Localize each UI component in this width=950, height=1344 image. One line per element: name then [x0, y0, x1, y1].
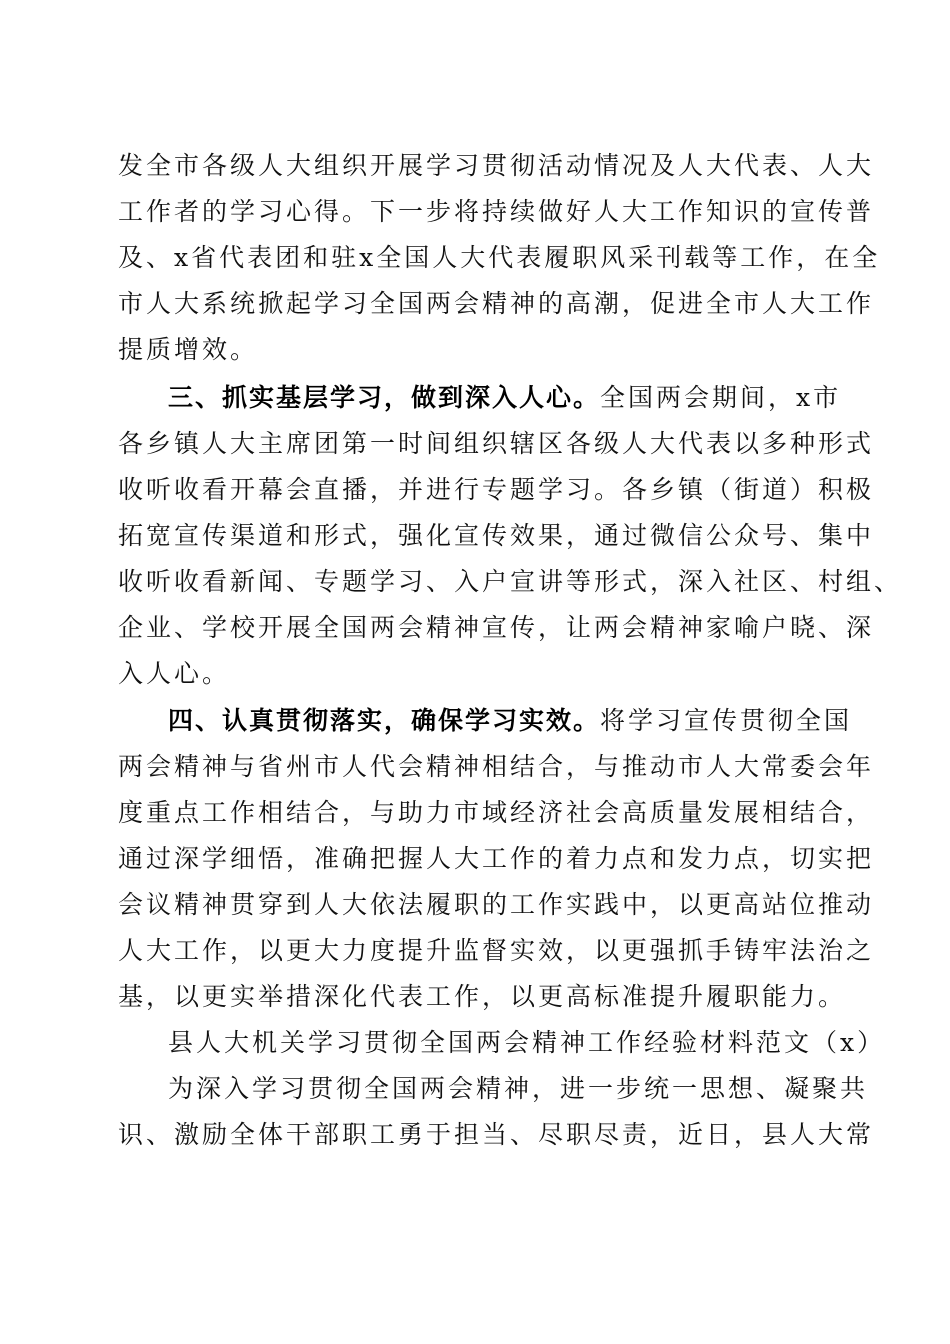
- section-3-heading: 三、抓实基层学习，做到深入人心。: [168, 383, 601, 412]
- text-line: 拓宽宣传渠道和形式，强化宣传效果，通过微信公众号、集中: [118, 521, 875, 550]
- text-line: 人大工作，以更大力度提升监督实效，以更强抓手铸牢法治之: [118, 936, 875, 965]
- next-article-title: 县人大机关学习贯彻全国两会精神工作经验材料范文（x）: [168, 1028, 886, 1057]
- text-line: 提质增效。: [118, 335, 259, 364]
- text-line: 收听收看新闻、专题学习、入户宣讲等形式，深入社区、村组、: [118, 567, 903, 596]
- text-line: 基，以更实举措深化代表工作，以更高标准提升履职能力。: [118, 982, 847, 1011]
- section-3-first-line: [168, 375, 841, 421]
- text-line: 两会精神与省州市人代会精神相结合，与推动市人大常委会年: [118, 752, 875, 781]
- section-4-heading: 四、认真贯彻落实，确保学习实效。: [168, 706, 601, 735]
- section-3-intro: 全国两会期间，x市: [600, 383, 842, 412]
- text-line: 发全市各级人大组织开展学习贯彻活动情况及人大代表、人大: [118, 151, 875, 180]
- text-line: 收听收看开幕会直播，并进行专题学习。各乡镇（街道）积极: [118, 475, 875, 504]
- text-line: 度重点工作相结合，与助力市域经济社会高质量发展相结合，: [118, 798, 875, 827]
- text-line: 识、激励全体干部职工勇于担当、尽职尽责，近日，县人大常: [118, 1120, 875, 1149]
- section-4-first-line: [168, 698, 852, 744]
- next-article-first-line: 为深入学习贯彻全国两会精神，进一步统一思想、凝聚共: [168, 1074, 869, 1103]
- text-line: 及、x省代表团和驻x全国人大代表履职风采刊载等工作，在全: [118, 243, 881, 272]
- section-4-intro: 将学习宣传贯彻全国: [600, 706, 853, 735]
- text-line: 工作者的学习心得。下一步将持续做好人大工作知识的宣传普: [118, 197, 875, 226]
- text-line: 各乡镇人大主席团第一时间组织辖区各级人大代表以多种形式: [118, 429, 875, 458]
- text-line: 通过深学细悟，准确把握人大工作的着力点和发力点，切实把: [118, 844, 875, 873]
- text-line: 会议精神贯穿到人大依法履职的工作实践中，以更高站位推动: [118, 890, 875, 919]
- text-line: 入人心。: [118, 659, 231, 688]
- text-line: 企业、学校开展全国两会精神宣传，让两会精神家喻户晓、深: [118, 613, 875, 642]
- text-line: 市人大系统掀起学习全国两会精神的高潮，促进全市人大工作: [118, 289, 875, 318]
